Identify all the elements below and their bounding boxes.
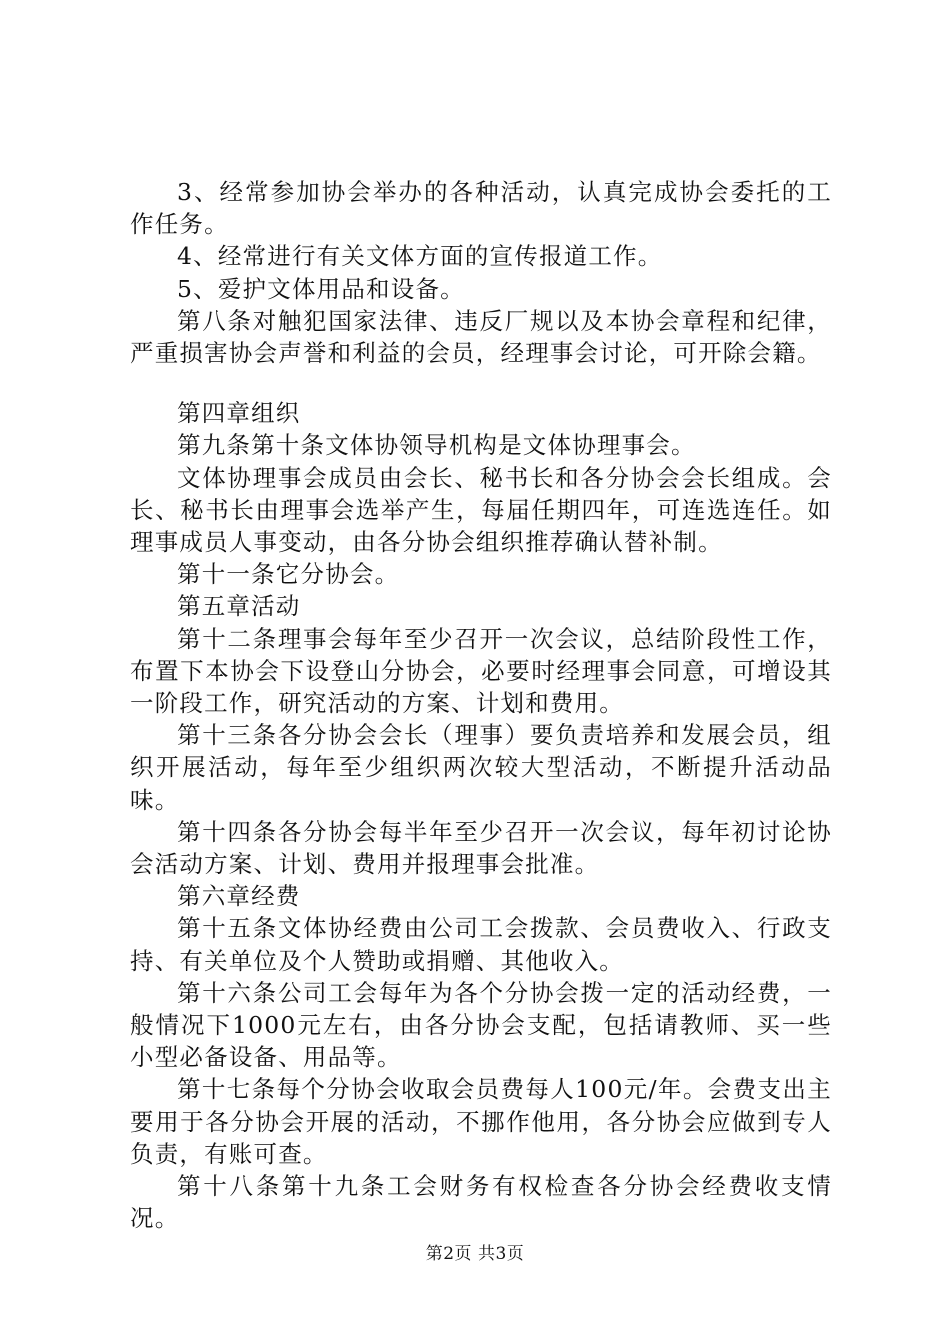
chapter-5-heading: 第五章活动	[177, 592, 301, 621]
page-number-footer: 第2页 共3页	[425, 1244, 525, 1264]
paragraph-item-3: 3、经常参加协会举办的各种活动，认真完成协会委托的工作任务。	[130, 178, 832, 239]
article-18-19: 第十八条第十九条工会财务有权检查各分协会经费收支情况。	[130, 1172, 832, 1233]
article-14: 第十四条各分协会每半年至少召开一次会议，每年初讨论协会活动方案、计划、费用并报理事会批准。	[130, 817, 832, 879]
article-8: 第八条对触犯国家法律、违反厂规以及本协会章程和纪律，严重损害协会声誉和利益的会员，经理事会讨论，可开除会籍。	[130, 306, 832, 368]
article-17: 第十七条每个分协会收取会员费每人100元/年。会费支出主要用于各分协会开展的活动，不挪作他用，各分协会应做到专人负责，有账可查。	[130, 1075, 832, 1168]
paragraph-item-5: 5、爱护文体用品和设备。	[177, 274, 465, 303]
chapter-6-heading: 第六章经费	[177, 882, 301, 911]
council-composition: 文体协理事会成员由会长、秘书长和各分协会会长组成。会长、秘书长由理事会选举产生，每届任期四年，可连选连任。如理事成员人事变动，由各分协会组织推荐确认替补制。	[130, 463, 832, 557]
article-12: 第十二条理事会每年至少召开一次会议，总结阶段性工作，布置下本协会下设登山分协会，必要时经理事会同意，可增设其一阶段工作，研究活动的方案、计划和费用。	[130, 624, 832, 718]
paragraph-gap	[130, 369, 832, 397]
article-11: 第十一条它分协会。	[177, 560, 400, 589]
paragraph-item-4: 4、经常进行有关文体方面的宣传报道工作。	[177, 242, 663, 271]
document-body	[130, 176, 832, 1235]
article-15: 第十五条文体协经费由公司工会拨款、会员费收入、行政支持、有关单位及个人赞助或捐赠、其他收入。	[130, 914, 832, 975]
article-13: 第十三条各分协会会长（理事）要负责培养和发展会员，组织开展活动，每年至少组织两次较大型活动，不断提升活动品味。	[130, 721, 832, 814]
chapter-4-heading: 第四章组织	[177, 399, 301, 428]
article-9-10: 第九条第十条文体协领导机构是文体协理事会。	[177, 431, 696, 460]
article-16: 第十六条公司工会每年为各个分协会拨一定的活动经费，一般情况下1000元左右，由各分协会支配，包括请教师、买一些小型必备设备、用品等。	[130, 978, 832, 1072]
